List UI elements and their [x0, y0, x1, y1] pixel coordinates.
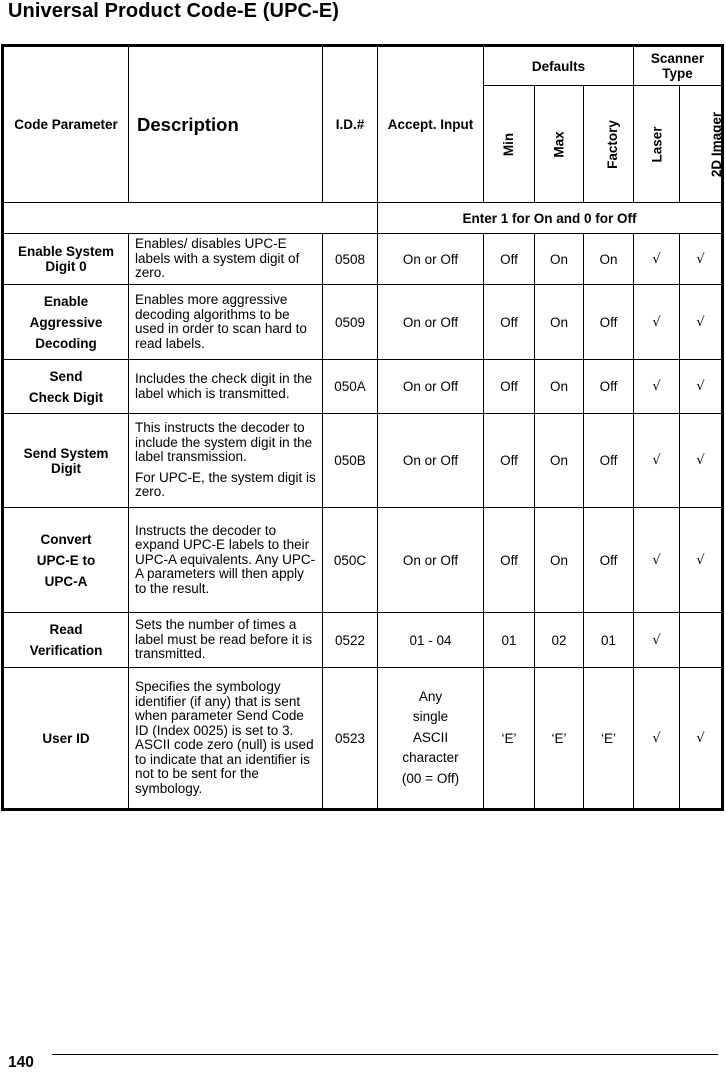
- default-min: 01: [484, 613, 535, 668]
- default-factory: 01: [584, 613, 634, 668]
- table-row: [3, 234, 723, 285]
- header-accept-input: Accept. Input: [378, 46, 484, 203]
- laser-check: √: [634, 414, 680, 508]
- header-code-parameter: Code Parameter: [3, 46, 129, 203]
- imager-check: √: [680, 360, 723, 414]
- default-max: On: [535, 285, 584, 360]
- default-factory: Off: [584, 285, 634, 360]
- description: Instructs the decoder to expand UPC-E labels to their UPC-A equivalents. Any UPC-A parameters will then apply to the result.: [129, 508, 323, 613]
- description: [129, 414, 323, 508]
- laser-check: √: [634, 613, 680, 668]
- default-max: On: [535, 234, 584, 285]
- code-parameter: Read Verification: [3, 613, 129, 668]
- code-parameter: Send System Digit: [3, 414, 129, 508]
- default-min: Off: [484, 234, 535, 285]
- code-parameter: Send Check Digit: [3, 360, 129, 414]
- id-number: 0509: [323, 285, 378, 360]
- header-2d-imager: 2D Imager: [680, 86, 723, 203]
- code-parameter: Enable Aggressive Decoding: [3, 285, 129, 360]
- accept-input: On or Off: [378, 234, 484, 285]
- accept-input: 01 - 04: [378, 613, 484, 668]
- default-factory: Off: [584, 414, 634, 508]
- laser-check: √: [634, 508, 680, 613]
- description-extra: For UPC-E, the system digit is zero.: [135, 469, 316, 500]
- default-min: ‘E’: [484, 668, 535, 810]
- default-min: Off: [484, 360, 535, 414]
- upce-parameter-table: [1, 44, 724, 811]
- header-max: Max: [535, 86, 584, 203]
- description: Enables more aggressive decoding algorithms to be used in order to scan hard to read labels.: [129, 285, 323, 360]
- default-factory: Off: [584, 360, 634, 414]
- table-row: [3, 285, 723, 360]
- on-off-note: Enter 1 for On and 0 for Off: [378, 203, 723, 234]
- header-factory: Factory: [584, 86, 634, 203]
- accept-input: On or Off: [378, 360, 484, 414]
- code-parameter: Enable System Digit 0: [3, 234, 129, 285]
- header-laser: Laser: [634, 86, 680, 203]
- note-spacer: [3, 203, 378, 234]
- default-max: On: [535, 414, 584, 508]
- header-scanner-type: Scanner Type: [634, 46, 723, 86]
- page-number: 140: [8, 1054, 34, 1071]
- description: Sets the number of times a label must be read before it is transmitted.: [129, 613, 323, 668]
- description: Enables/ disables UPC-E labels with a system digit of zero.: [129, 234, 323, 285]
- footer-rule: [52, 1054, 718, 1055]
- default-max: 02: [535, 613, 584, 668]
- table-row: [3, 508, 723, 613]
- table-row: [3, 360, 723, 414]
- accept-input: On or Off: [378, 414, 484, 508]
- header-min: Min: [484, 86, 535, 203]
- accept-input: On or Off: [378, 285, 484, 360]
- imager-check: √: [680, 414, 723, 508]
- description-text: This instructs the decoder to include the system digit in the label transmission.: [135, 420, 313, 465]
- table-row: [3, 668, 723, 810]
- default-max: On: [535, 360, 584, 414]
- id-number: 0508: [323, 234, 378, 285]
- description: Specifies the symbology identifier (if any) that is sent when parameter Send Code ID (Index 0025) is set to 3. ASCII code zero (null) is used to indicate that an identifier is not to be sent for the symbology.: [129, 668, 323, 810]
- header-id: I.D.#: [323, 46, 378, 203]
- table-row: [3, 414, 723, 508]
- id-number: 050B: [323, 414, 378, 508]
- id-number: 050C: [323, 508, 378, 613]
- id-number: 0522: [323, 613, 378, 668]
- imager-check: [680, 613, 723, 668]
- table-row: [3, 613, 723, 668]
- id-number: 0523: [323, 668, 378, 810]
- code-parameter: Convert UPC-E to UPC-A: [3, 508, 129, 613]
- default-min: Off: [484, 414, 535, 508]
- default-factory: ‘E’: [584, 668, 634, 810]
- header-description: Description: [129, 46, 323, 203]
- page-title: Universal Product Code-E (UPC-E): [8, 0, 340, 22]
- accept-input: Any single ASCII character (00 = Off): [378, 668, 484, 810]
- imager-check: √: [680, 508, 723, 613]
- accept-input: On or Off: [378, 508, 484, 613]
- laser-check: √: [634, 285, 680, 360]
- default-min: Off: [484, 508, 535, 613]
- code-parameter: User ID: [3, 668, 129, 810]
- imager-check: √: [680, 234, 723, 285]
- id-number: 050A: [323, 360, 378, 414]
- laser-check: √: [634, 234, 680, 285]
- default-min: Off: [484, 285, 535, 360]
- imager-check: √: [680, 668, 723, 810]
- default-factory: On: [584, 234, 634, 285]
- header-defaults: Defaults: [484, 46, 634, 86]
- description: Includes the check digit in the label which is transmitted.: [129, 360, 323, 414]
- default-max: ‘E’: [535, 668, 584, 810]
- default-max: On: [535, 508, 584, 613]
- laser-check: √: [634, 668, 680, 810]
- imager-check: √: [680, 285, 723, 360]
- default-factory: Off: [584, 508, 634, 613]
- laser-check: √: [634, 360, 680, 414]
